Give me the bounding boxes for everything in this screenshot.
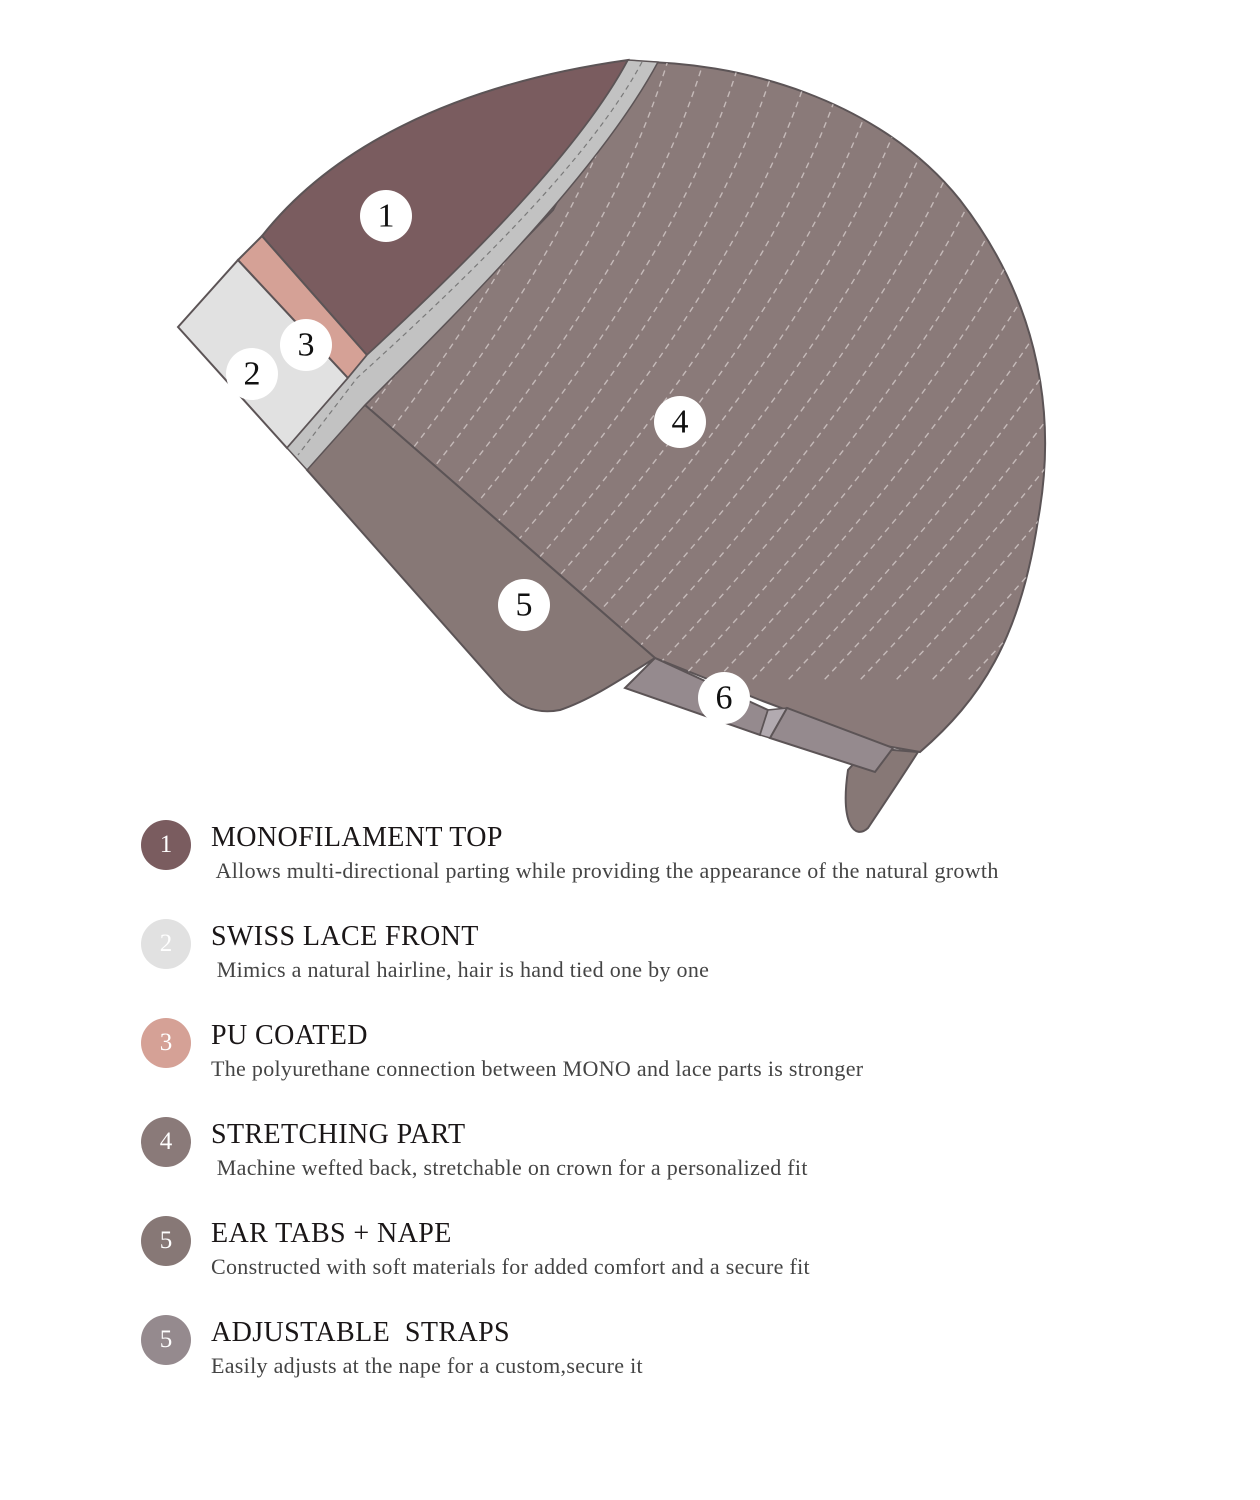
marker-4 <box>654 396 706 448</box>
legend-item-monofilament-top <box>140 816 1140 915</box>
legend-description: Easily adjusts at the nape for a custom,secure it <box>211 1353 643 1378</box>
legend-title: ADJUSTABLE STRAPS <box>211 1317 511 1348</box>
legend-item-stretching-part <box>140 1113 1140 1212</box>
marker-6 <box>698 672 750 724</box>
stitch-line <box>1040 60 1260 680</box>
legend-number-badge: 1 <box>141 820 191 870</box>
marker-5 <box>498 579 550 631</box>
marker-1 <box>360 190 412 242</box>
legend-item-adjustable-straps <box>140 1311 1140 1410</box>
legend <box>140 816 1140 1410</box>
legend-title: EAR TABS + NAPE <box>211 1218 452 1249</box>
legend-title: SWISS LACE FRONT <box>211 921 479 952</box>
legend-number-badge: 2 <box>141 919 191 969</box>
legend-description: The polyurethane connection between MONO and lace parts is stronger <box>211 1056 864 1081</box>
svg-text:5: 5 <box>515 586 533 624</box>
stitch-line <box>1004 60 1260 680</box>
svg-text:1: 1 <box>377 197 395 235</box>
legend-number-badge: 3 <box>141 1018 191 1068</box>
legend-description: Allows multi-directional parting while providing the appearance of the natural growth <box>211 858 999 883</box>
legend-title: PU COATED <box>211 1020 368 1051</box>
legend-item-swiss-lace-front <box>140 915 1140 1014</box>
legend-title: MONOFILAMENT TOP <box>211 822 503 853</box>
legend-item-pu-coated <box>140 1014 1140 1113</box>
svg-text:3: 3 <box>297 326 315 364</box>
legend-description: Constructed with soft materials for added comfort and a secure fit <box>211 1254 810 1279</box>
legend-item-ear-tabs-nape <box>140 1212 1140 1311</box>
legend-title: STRETCHING PART <box>211 1119 466 1150</box>
legend-description: Machine wefted back, stretchable on crown for a personalized fit <box>211 1155 808 1180</box>
marker-3 <box>280 319 332 371</box>
legend-number-badge: 4 <box>141 1117 191 1167</box>
legend-description: Mimics a natural hairline, hair is hand tied one by one <box>211 957 710 982</box>
legend-number-badge: 5 <box>141 1315 191 1365</box>
svg-text:2: 2 <box>243 355 261 393</box>
svg-text:6: 6 <box>715 679 733 717</box>
svg-text:4: 4 <box>671 403 689 441</box>
legend-number-badge: 5 <box>141 1216 191 1266</box>
marker-2 <box>226 348 278 400</box>
